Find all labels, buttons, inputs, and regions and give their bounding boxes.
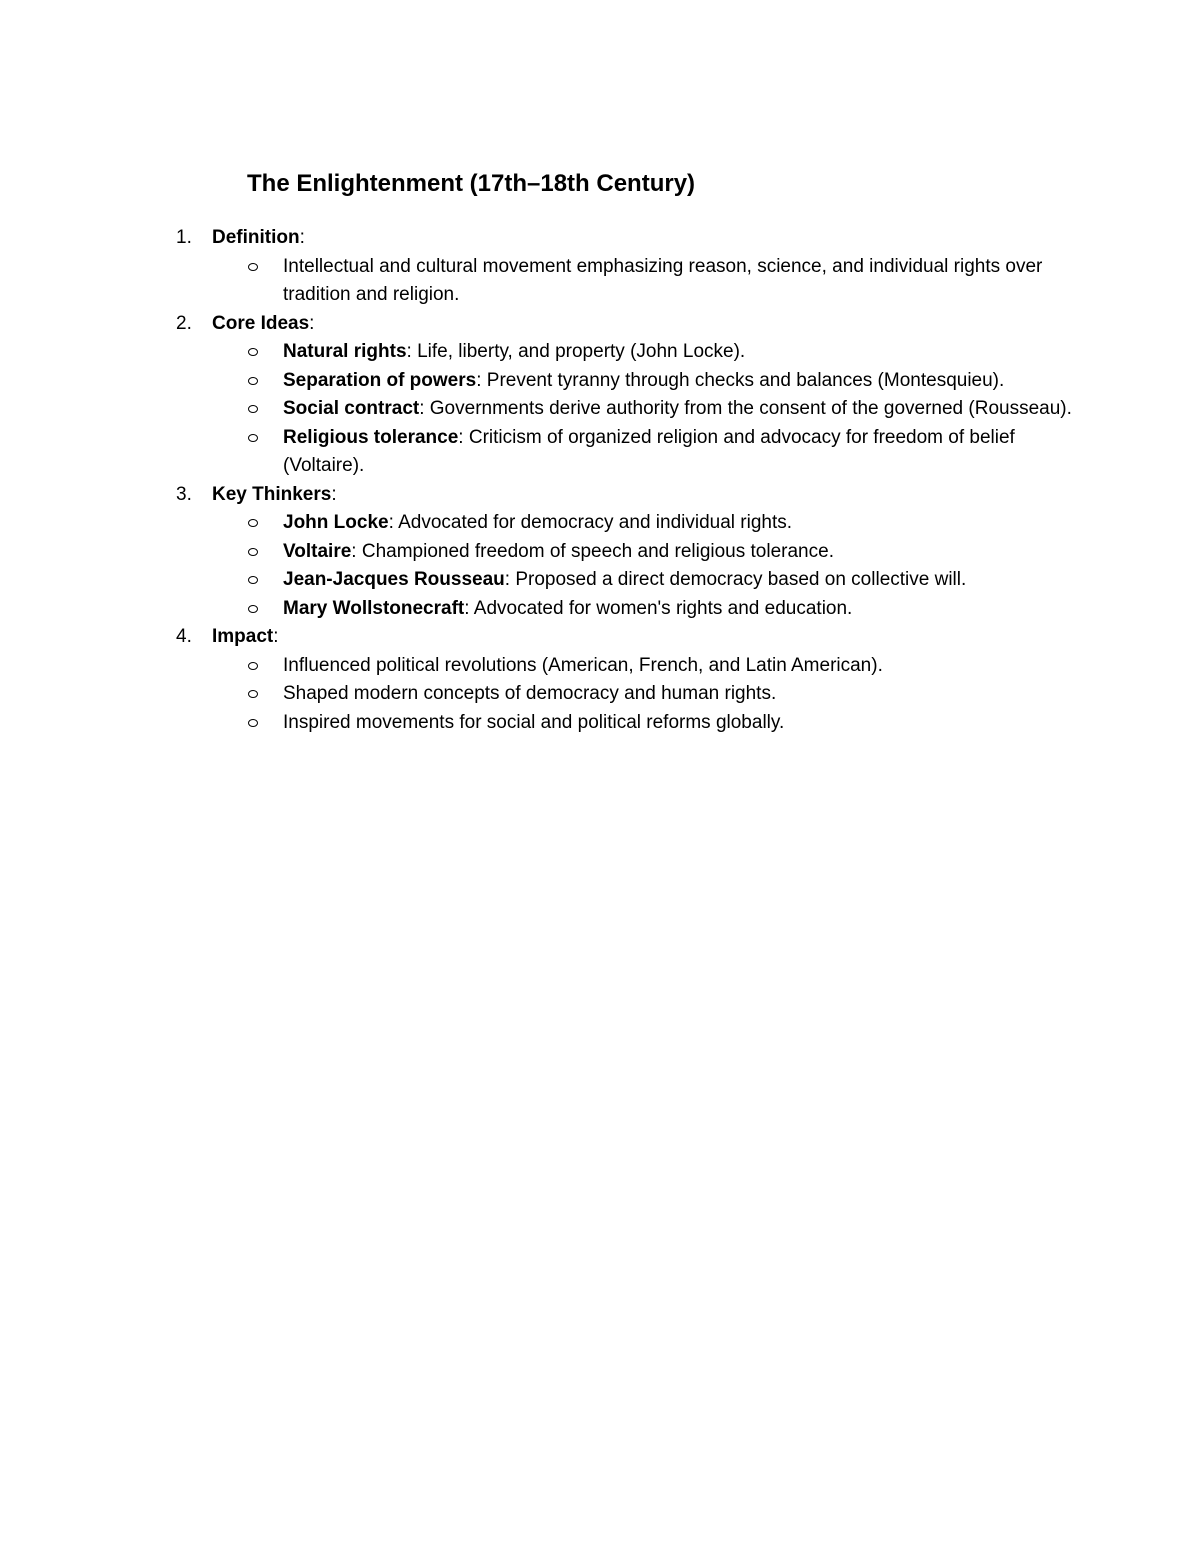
list-item [0, 709, 1200, 738]
item-separator: : [419, 398, 430, 419]
section-3 [0, 481, 1200, 624]
section-title: Definition [212, 227, 300, 248]
section-title-colon: : [273, 626, 279, 647]
section-heading [0, 623, 1200, 652]
section-title-colon: : [309, 312, 315, 334]
item-term: Social contract [283, 398, 420, 419]
hollow-circle-bullet-icon [248, 576, 258, 584]
item-separator: : [504, 569, 516, 590]
item-text: Championed freedom of speech and religious tolerance. [361, 540, 834, 562]
hollow-circle-bullet-icon [248, 690, 258, 698]
section-title: Impact [212, 626, 274, 647]
section-number: 4. [176, 626, 192, 647]
list-item [0, 566, 1200, 595]
hollow-circle-bullet-icon [248, 348, 258, 356]
item-separator: : [476, 369, 487, 391]
item-text: Influenced political revolutions (American, French, and Latin American). [283, 654, 883, 676]
item-term: Natural rights [283, 341, 407, 362]
hollow-circle-bullet-icon [248, 263, 258, 271]
hollow-circle-bullet-icon [248, 719, 258, 727]
hollow-circle-bullet-icon [248, 605, 258, 613]
outline-list [0, 224, 1200, 737]
section-title: Core Ideas [212, 312, 310, 334]
item-text: Advocated for women's rights and education. [473, 597, 853, 619]
section-title-colon: : [299, 227, 305, 248]
item-text: Shaped modern concepts of democracy and human rights. [283, 683, 777, 704]
hollow-circle-bullet-icon [248, 377, 258, 385]
list-item [0, 424, 1200, 481]
hollow-circle-bullet-icon [248, 405, 258, 413]
list-item [0, 253, 1200, 310]
item-separator: : [406, 341, 418, 362]
list-item [0, 595, 1200, 624]
section-number: 2. [176, 312, 192, 334]
section-title: Key Thinkers [212, 483, 332, 505]
list-item [0, 652, 1200, 681]
list-item [0, 367, 1200, 396]
section-title-colon: : [331, 483, 337, 505]
item-term: Mary Wollstonecraft [283, 597, 465, 619]
list-item [0, 509, 1200, 538]
item-separator: : [464, 597, 474, 619]
item-term: Voltaire [283, 540, 352, 562]
item-separator: : [388, 512, 399, 533]
item-term: Jean-Jacques Rousseau [283, 569, 505, 590]
item-term: Religious tolerance [283, 426, 459, 448]
item-separator: : [351, 540, 362, 562]
section-heading [0, 224, 1200, 253]
list-item [0, 538, 1200, 567]
item-separator: : [458, 426, 469, 448]
item-text: Governments derive authority from the consent of the governed (Rousseau). [429, 398, 1072, 419]
hollow-circle-bullet-icon [248, 434, 258, 442]
item-text: Proposed a direct democracy based on collective will. [515, 569, 967, 590]
section-heading [0, 310, 1200, 339]
section-2 [0, 310, 1200, 481]
item-text: Prevent tyranny through checks and balances (Montesquieu). [486, 369, 1005, 391]
item-text: Criticism of organized religion and advocacy for freedom of belief (Voltaire). [283, 426, 1015, 476]
section-number: 3. [176, 483, 192, 505]
bullet-list [0, 652, 1200, 738]
bullet-list [0, 253, 1200, 310]
item-text: Life, liberty, and property (John Locke). [417, 341, 746, 362]
list-item [0, 338, 1200, 367]
item-term: John Locke [283, 512, 389, 533]
section-heading [0, 481, 1200, 510]
item-term: Separation of powers [283, 369, 477, 391]
bullet-list [0, 509, 1200, 623]
hollow-circle-bullet-icon [248, 662, 258, 670]
list-item [0, 395, 1200, 424]
section-1 [0, 224, 1200, 310]
hollow-circle-bullet-icon [248, 548, 258, 556]
page-title: The Enlightenment (17th–18th Century) [247, 170, 696, 197]
bullet-list [0, 338, 1200, 481]
list-item [0, 680, 1200, 709]
item-text: Inspired movements for social and political reforms globally. [283, 711, 785, 733]
section-4 [0, 623, 1200, 737]
hollow-circle-bullet-icon [248, 519, 258, 527]
section-number: 1. [176, 227, 192, 248]
item-text: Advocated for democracy and individual rights. [398, 512, 793, 533]
item-text: Intellectual and cultural movement emphasizing reason, science, and individual rights over tradition and religion. [283, 255, 1043, 305]
